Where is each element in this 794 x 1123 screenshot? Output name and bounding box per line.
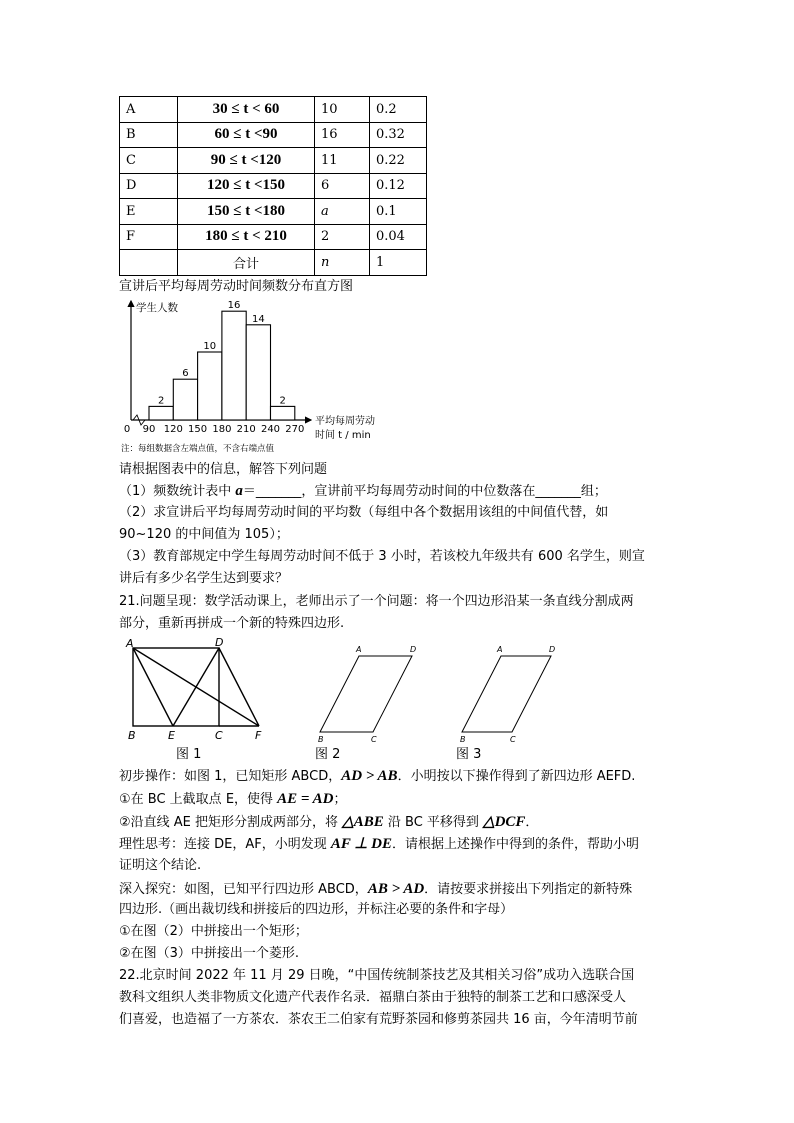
group-cell: F bbox=[120, 224, 178, 250]
x-tick-label: 210 bbox=[236, 424, 256, 435]
histogram-note: 注：每组数据含左端点值，不含右端点值 bbox=[121, 444, 275, 454]
frequency-cell: 16 bbox=[315, 122, 370, 148]
histogram-bar bbox=[198, 352, 222, 420]
fig3-label-C: C bbox=[510, 735, 516, 744]
table-row bbox=[120, 122, 427, 148]
table-row bbox=[120, 148, 427, 174]
rate-cell: 1 bbox=[370, 250, 427, 276]
fig3-label-A: A bbox=[497, 645, 503, 654]
fig2-label-D: D bbox=[410, 645, 417, 654]
question-2-line2: 90~120 的中间值为 105）； bbox=[119, 527, 289, 542]
problem22-line3: 们喜爱，也造福了一方茶农．茶农王二伯家有荒野茶园和修剪茶园共 16 亩，今年清明节前 bbox=[119, 1012, 638, 1027]
bar-value-label: 6 bbox=[182, 368, 189, 380]
task-1: ①在图（2）中拼接出一个矩形； bbox=[119, 924, 308, 939]
step-1: ①在 BC 上截取点 E，使得 AE = AD； bbox=[119, 791, 347, 807]
task-2: ②在图（3）中拼接出一个菱形. bbox=[119, 946, 300, 961]
frequency-cell: 11 bbox=[315, 148, 370, 174]
x-tick-label: 120 bbox=[163, 424, 183, 435]
rectangle-ABCD bbox=[133, 648, 219, 726]
questions-intro: 请根据图表中的信息，解答下列问题 bbox=[119, 462, 328, 477]
initial-operation: 初步操作：如图 1，已知矩形 ABCD，AD > AB．小明按以下操作得到了新四边形 AEFD. bbox=[119, 768, 636, 784]
table-row bbox=[120, 199, 427, 225]
bar-value-label: 14 bbox=[251, 313, 265, 325]
bar-value-label: 10 bbox=[203, 341, 217, 352]
x-tick-label: 270 bbox=[285, 424, 305, 435]
frequency-table bbox=[119, 96, 427, 276]
x-axis-label-line2: 时间 t / min bbox=[315, 430, 371, 441]
problem22-line2: 教科文组织人类非物质文化遗产代表作名录．福鼎白茶由于独特的制茶工艺和口感深受人 bbox=[119, 990, 627, 1005]
geometry-figures bbox=[119, 638, 639, 764]
y-axis-label: 学生人数 bbox=[136, 302, 178, 314]
problem21-line1: 21.问题呈现：数学活动课上，老师出示了一个问题：将一个四边形沿某一条直线分割成两 bbox=[119, 594, 634, 609]
range-cell: 30 ≤ t < 60 bbox=[178, 97, 315, 123]
rate-cell: 0.2 bbox=[370, 97, 427, 123]
fig2-label-A: A bbox=[356, 645, 362, 654]
label-B: B bbox=[128, 729, 136, 742]
rational-thinking: 理性思考：连接 DE，AF，小明发现 AF ⊥ DE．请根据上述操作中得到的条件，帮助小明 bbox=[119, 836, 640, 852]
segment-DE bbox=[173, 648, 219, 726]
histogram-chart bbox=[119, 297, 381, 455]
x-tick-label: 150 bbox=[188, 424, 208, 435]
label-F: F bbox=[255, 729, 262, 742]
total-label-cell: 合计 bbox=[178, 250, 315, 276]
fig3-label-D: D bbox=[549, 645, 556, 654]
group-cell bbox=[120, 250, 178, 276]
group-cell: C bbox=[120, 148, 178, 174]
label-E: E bbox=[168, 729, 175, 742]
range-cell: 150 ≤ t <180 bbox=[178, 199, 315, 225]
frequency-cell: a bbox=[315, 199, 370, 225]
fig2-caption: 图 2 bbox=[315, 747, 341, 762]
histogram-bar bbox=[246, 325, 270, 420]
table-total-row bbox=[120, 250, 427, 276]
bar-value-label: 16 bbox=[227, 300, 241, 312]
x-tick-label: 240 bbox=[260, 424, 281, 435]
label-A: A bbox=[126, 638, 134, 650]
x-tick-label: 90 bbox=[142, 424, 156, 435]
frequency-cell: 2 bbox=[315, 224, 370, 250]
label-D: D bbox=[215, 638, 224, 649]
rate-cell: 0.12 bbox=[370, 173, 427, 199]
fig3-label-B: B bbox=[460, 735, 466, 744]
rate-cell: 0.22 bbox=[370, 148, 427, 174]
problem21-line2: 部分，重新再拼成一个新的特殊四边形. bbox=[119, 616, 345, 631]
x-axis-label-line1: 平均每周劳动 bbox=[315, 416, 375, 427]
deep-exploration-line2: 四边形.（画出裁切线和拼接后的四边形，并标注必要的条件和字母） bbox=[119, 902, 514, 917]
frequency-cell: 6 bbox=[315, 173, 370, 199]
problem22-line1: 22.北京时间 2022 年 11 月 29 日晚，“中国传统制茶技艺及其相关习俗”成功入选联合国 bbox=[119, 968, 635, 983]
histogram-bar bbox=[222, 311, 246, 420]
range-cell: 180 ≤ t < 210 bbox=[178, 224, 315, 250]
histogram-title: 宣讲后平均每周劳动时间频数分布直方图 bbox=[119, 279, 354, 294]
figure-3-parallelogram bbox=[462, 656, 551, 732]
fig3-caption: 图 3 bbox=[456, 747, 482, 762]
bar-value-label: 2 bbox=[157, 395, 165, 407]
rate-cell: 0.1 bbox=[370, 199, 427, 225]
question-3-line1: （3）教育部规定中学生每周劳动时间不低于 3 小时，若该校九年级共有 600 名学生，则宣 bbox=[119, 549, 645, 564]
x-tick-label: 180 bbox=[212, 424, 232, 435]
frequency-cell: 10 bbox=[315, 97, 370, 123]
fig2-label-C: C bbox=[371, 735, 377, 744]
histogram-bar bbox=[149, 406, 173, 420]
question-2-line1: （2）求宣讲后平均每周劳动时间的平均数（每组中各个数据用该组的中间值代替，如 bbox=[119, 505, 609, 520]
question-1: （1）频数统计表中 a＝_______，宣讲前平均每周劳动时间的中位数落在_______组； bbox=[119, 483, 607, 499]
bar-value-label: 2 bbox=[279, 395, 286, 407]
group-cell: A bbox=[120, 97, 178, 123]
group-cell: E bbox=[120, 199, 178, 225]
label-C: C bbox=[215, 729, 223, 742]
rate-cell: 0.04 bbox=[370, 224, 427, 250]
range-cell: 90 ≤ t <120 bbox=[178, 148, 315, 174]
histogram-bar bbox=[271, 406, 295, 420]
group-cell: D bbox=[120, 173, 178, 199]
rational-thinking-line2: 证明这个结论. bbox=[119, 858, 202, 873]
group-cell: B bbox=[120, 122, 178, 148]
question-3-line2: 讲后有多少名学生达到要求？ bbox=[119, 571, 289, 586]
table-row bbox=[120, 97, 427, 123]
deep-exploration: 深入探究：如图，已知平行四边形 ABCD，AB > AD．请按要求拼接出下列指定的新特殊 bbox=[119, 881, 633, 897]
range-cell: 60 ≤ t <90 bbox=[178, 122, 315, 148]
histogram-bar bbox=[173, 379, 197, 420]
fig1-caption: 图 1 bbox=[176, 747, 202, 762]
table-row bbox=[120, 173, 427, 199]
x-tick-label: 0 bbox=[123, 424, 131, 435]
range-cell: 120 ≤ t <150 bbox=[178, 173, 315, 199]
fig2-label-B: B bbox=[318, 735, 324, 744]
table-row bbox=[120, 224, 427, 250]
rate-cell: 0.32 bbox=[370, 122, 427, 148]
figure-2-parallelogram bbox=[320, 656, 412, 732]
step-2: ②沿直线 AE 把矩形分割成两部分，将 △ABE 沿 BC 平移得到 △DCF． bbox=[119, 814, 539, 830]
figure-1 bbox=[133, 648, 259, 726]
frequency-cell: n bbox=[315, 250, 370, 276]
